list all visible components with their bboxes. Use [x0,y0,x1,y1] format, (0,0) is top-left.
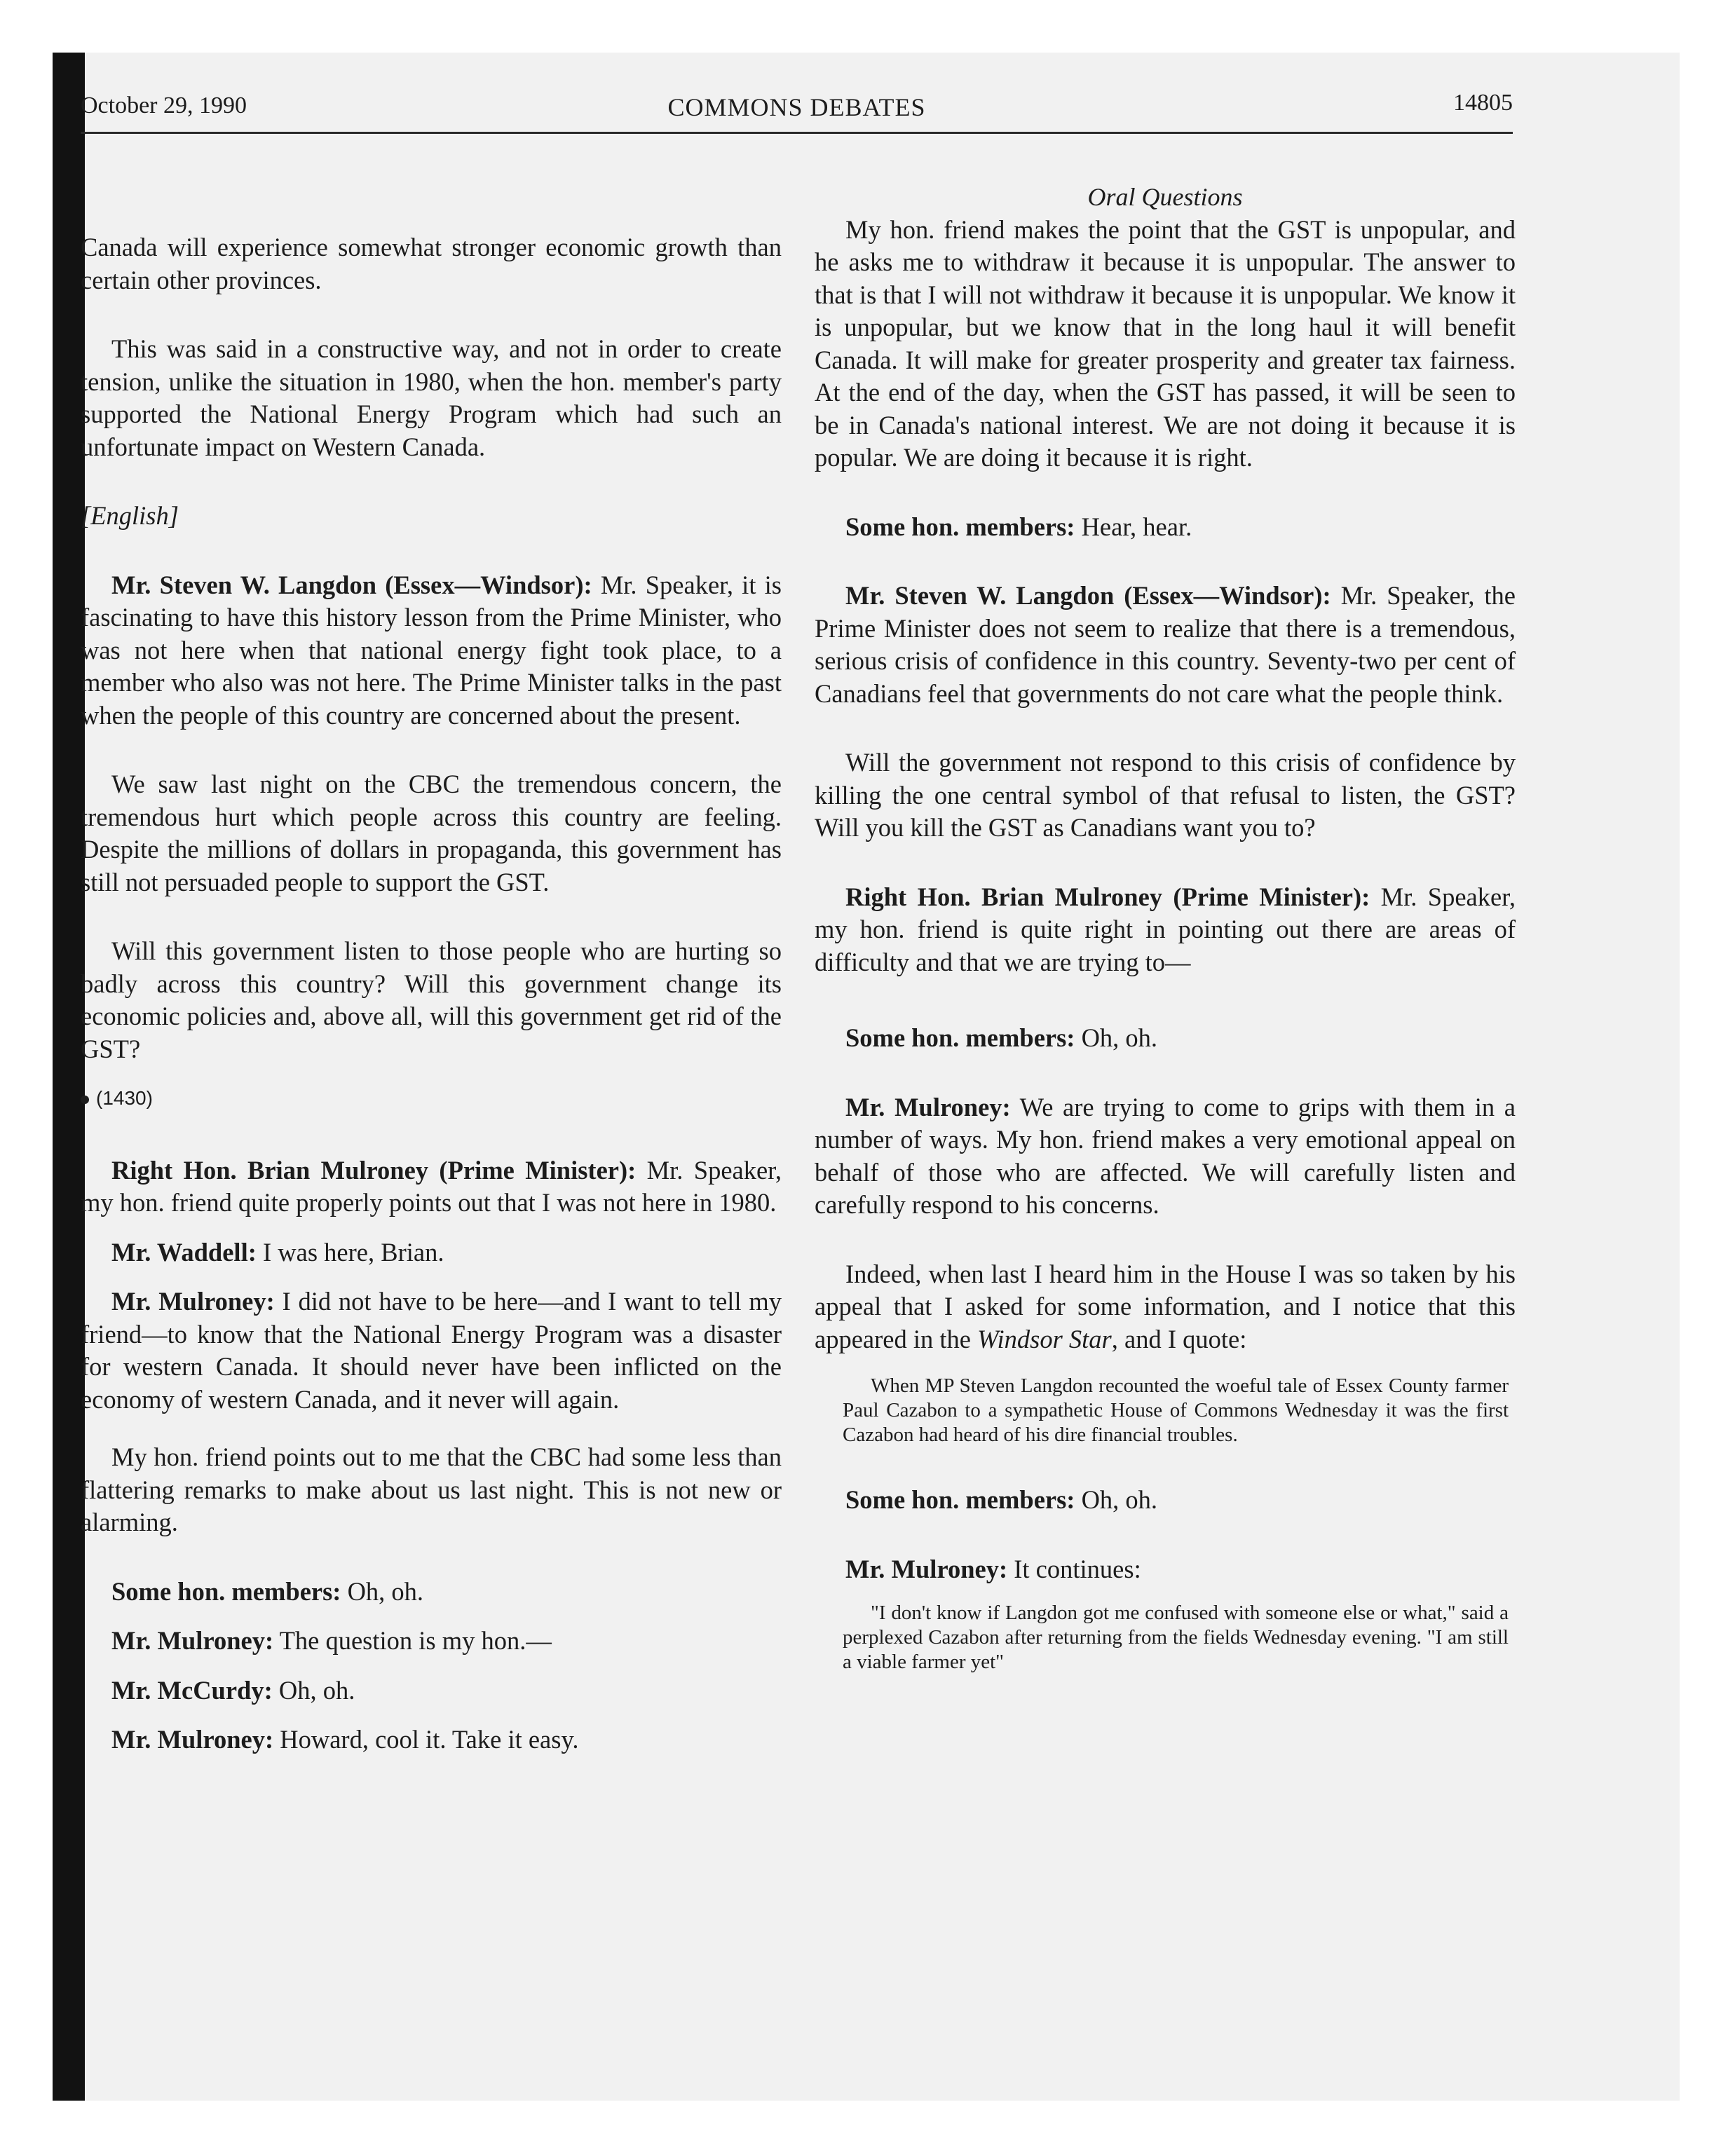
speech [815,881,1516,979]
paragraph-text: Indeed, when last I heard him in the House I was so taken by his appeal that I asked for some information, and I notice that this appeared in the [815,1259,1516,1353]
paragraph: Canada will experience somewhat stronger economic growth than certain other provinces. [81,233,782,294]
speech [815,511,1516,544]
speech [81,1576,782,1609]
paragraph: Will this government listen to those people who are hurting so badly across this country? Will this government change its economic policies and, above all, will this government get rid of the GST? [81,936,782,1063]
speech [815,1091,1516,1222]
paragraph: We saw last night on the CBC the tremendous concern, the tremendous hurt which people across this country are feeling. Despite the millions of dollars in propaganda, this government has still not persuaded people to support the GST. [81,770,782,896]
speech-text: Oh, oh. [1075,1023,1158,1052]
speech [81,1674,782,1707]
speech-text: We are trying to come to grips with them in a number of ways. My hon. friend makes a very emotional appeal on behalf of those who are affected. We will carefully listen and carefully respond to his concerns. [815,1092,1516,1219]
speech [815,1553,1516,1586]
bullet-icon [81,1096,89,1104]
left-column [81,231,782,1773]
speech-text: Oh, oh. [341,1576,424,1606]
speaker-name: Some hon. members: [845,512,1075,541]
header-page-number: 14805 [1453,90,1513,116]
speaker-name: Mr. Steven W. Langdon (Essex—Windsor): [111,570,592,599]
speech-text: Mr. Speaker, my hon. friend quite properly points out that I was not here in 1980. [81,1155,782,1217]
block-quote: When MP Steven Langdon recounted the woeful tale of Essex County farmer Paul Cazabon to a sympathetic House of Commons Wednesday it was the first Cazabon had heard of his dire financial troubles. [843,1374,1509,1446]
block-quote: "I don't know if Langdon got me confused with someone else or what," said a perplexed Cazabon after returning from the fields Wednesday evening. "I am still a viable farmer yet" [843,1602,1509,1673]
time-marker-text: (1430) [96,1087,153,1109]
speech [81,1724,782,1756]
paragraph: My hon. friend points out to me that the CBC had some less than flattering remarks to make about us last night. This is not new or alarming. [81,1442,782,1536]
speech-text: I was here, Brian. [256,1237,444,1267]
newspaper-title: Windsor Star [977,1324,1112,1353]
speaker-name: Mr. Mulroney: [111,1626,274,1655]
page-header [81,90,1513,134]
speech [815,1022,1516,1055]
paragraph-text: , and I quote: [1111,1324,1247,1353]
time-marker [81,1082,782,1115]
speech-text: Mr. Speaker, my hon. friend is quite right in pointing out there are areas of difficulty and that we are trying to— [815,882,1516,976]
speech-text: Howard, cool it. Take it easy. [273,1725,579,1754]
speech-text: It continues: [1007,1554,1141,1583]
paragraph: My hon. friend makes the point that the GST is unpopular, and he asks me to withdraw it because it is unpopular. The answer to that is that I will not withdraw it because it is unpopular. We know it is unpopular, but we know that in the long haul it will benefit Canada. It will make for greater prosperity and greater tax fairness. At the end of the day, when the GST has passed, it will be seen to be in Canada's national interest. We are not doing it because it is popular. We are doing it because it is right. [815,214,1516,472]
paragraph: This was said in a constructive way, and not in order to create tension, unlike the situation in 1980, when the hon. member's party supported the National Energy Program which had such an unfortunate impact on Western Canada. [81,334,782,461]
paragraph: Will the government not respond to this crisis of confidence by killing the one central symbol of that refusal to listen, the GST? Will you kill the GST as Canadians want you to? [815,748,1516,842]
speech [81,1625,782,1658]
right-column [815,181,1516,1711]
header-date: October 29, 1990 [81,93,247,118]
speaker-name: Mr. McCurdy: [111,1675,273,1705]
speaker-name: Right Hon. Brian Mulroney (Prime Minister): [845,882,1370,911]
speaker-name: Some hon. members: [845,1485,1075,1514]
speech [815,1484,1516,1517]
speech [81,1285,782,1416]
speaker-name: Mr. Steven W. Langdon (Essex—Windsor): [845,581,1331,610]
speech-text: Oh, oh. [272,1675,355,1705]
speaker-name: Mr. Mulroney: [845,1554,1008,1583]
speaker-name: Mr. Waddell: [111,1237,257,1267]
speaker-name: Right Hon. Brian Mulroney (Prime Minister): [111,1155,637,1185]
paragraph [815,1258,1516,1356]
speech [81,569,782,732]
speaker-name: Some hon. members: [111,1576,341,1606]
speech [81,1236,782,1269]
speech-text: I did not have to be here—and I want to tell my friend—to know that the National Energy Program was a disaster for western Canada. It should never have been inflicted on the economy of western Canada, and it never will again. [81,1287,782,1414]
speaker-name: Some hon. members: [845,1023,1075,1052]
speaker-name: Mr. Mulroney: [111,1725,274,1754]
speech-text: Oh, oh. [1075,1485,1158,1514]
speech-text: Mr. Speaker, the Prime Minister does not seem to realize that there is a tremendous, serious crisis of confidence in this country. Seventy-two per cent of Canadians feel that governments do not care what the people think. [815,581,1516,708]
language-marker: [English] [81,501,179,530]
speech [81,1154,782,1220]
speech [815,580,1516,710]
speech-text: Hear, hear. [1075,512,1192,541]
speech-text: Mr. Speaker, it is fascinating to have this history lesson from the Prime Minister, who was not here when that national energy fight took place, to a member who also was not here. The Prime Minister talks in the past when the people of this country are concerned about the present. [81,570,782,730]
header-title: COMMONS DEBATES [667,93,926,121]
speech-text: The question is my hon.— [273,1626,552,1655]
speaker-name: Mr. Mulroney: [111,1287,275,1316]
speaker-name: Mr. Mulroney: [845,1092,1011,1121]
section-heading: Oral Questions [1087,183,1243,211]
